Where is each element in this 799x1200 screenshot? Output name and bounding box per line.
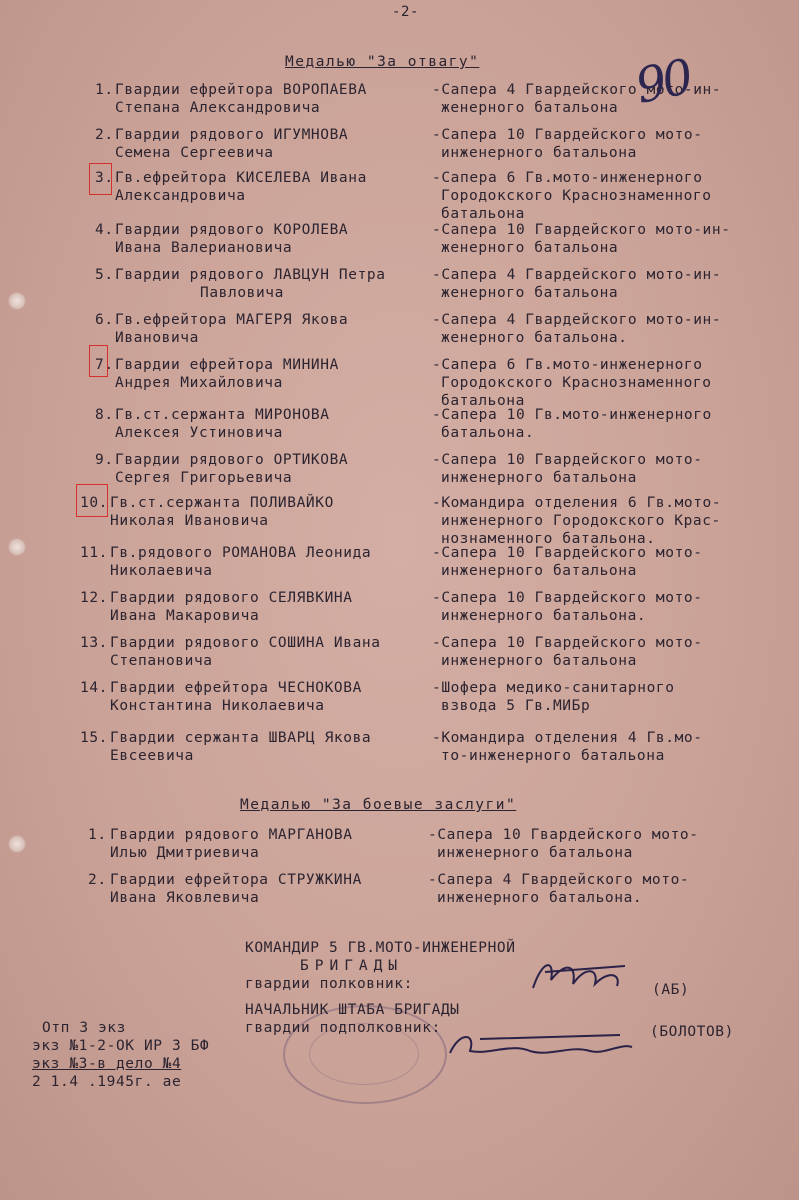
punch-hole <box>8 538 26 556</box>
commander-rank: гвардии полковник: <box>245 976 413 992</box>
recipient-name-line2: Ивана Валериановича <box>115 240 293 256</box>
recipient-name-line2: Ивана Макаровича <box>110 608 260 624</box>
recipient-name-line1: Гвардии рядового ЛАВЦУН Петра <box>115 267 386 283</box>
recipient-unit-line1: -Сапера 10 Гвардейского мото- <box>432 452 703 468</box>
recipient-unit-line2: инженерного батальона <box>441 563 637 579</box>
item-number: 1. <box>95 82 114 98</box>
item-number: 10. <box>80 495 108 511</box>
item-number: 9. <box>95 452 114 468</box>
highlight-box <box>89 345 108 377</box>
footer-line4: 2 1.4 .1945г. ае <box>32 1074 182 1090</box>
recipient-name-line1: Гвардии рядового СОШИНА Ивана <box>110 635 381 651</box>
recipient-name-line1: Гв.ефрейтора КИСЕЛЕВА Ивана <box>115 170 367 186</box>
section-heading-bravery: Медалью "За отвагу" <box>285 54 480 70</box>
recipient-name-line1: Гв.ст.сержанта ПОЛИВАЙКО <box>110 495 334 511</box>
recipient-name-line1: Гвардии ефрейтора ВОРОПАЕВА <box>115 82 367 98</box>
chief-rank: гвардии подполковник: <box>245 1020 441 1036</box>
recipient-unit-line3: батальона <box>441 393 525 409</box>
recipient-unit-line2: батальона. <box>441 425 535 441</box>
item-number: 1. <box>88 827 107 843</box>
item-number: 6. <box>95 312 114 328</box>
item-number: 13. <box>80 635 108 651</box>
footer-line2: экз №1-2-ОК ИР 3 БФ <box>32 1038 210 1054</box>
recipient-name-line2: Илью Дмитриевича <box>110 845 260 861</box>
recipient-name-line2: Степановича <box>110 653 213 669</box>
recipient-unit-line2: взвода 5 Гв.МИБр <box>441 698 591 714</box>
footer-line1: Отп 3 экз <box>42 1020 126 1036</box>
recipient-name-line1: Гвардии рядового ОРТИКОВА <box>115 452 349 468</box>
recipient-name-line2: Николая Ивановича <box>110 513 269 529</box>
recipient-unit-line3: батальона <box>441 206 525 222</box>
page-number: -2- <box>392 4 420 20</box>
recipient-name-line2: Алексея Устиновича <box>115 425 283 441</box>
recipient-unit-line1: -Сапера 4 Гвардейского мото-ин- <box>432 82 722 98</box>
recipient-name-line2: Ивановича <box>115 330 199 346</box>
recipient-unit-line1: -Сапера 10 Гвардейского мото- <box>428 827 699 843</box>
section-heading-merit: Медалью "За боевые заслуги" <box>240 797 517 813</box>
recipient-name-line2: Николаевича <box>110 563 213 579</box>
recipient-name-line1: Гвардии рядового КОРОЛЕВА <box>115 222 349 238</box>
recipient-unit-line1: -Шофера медико-санитарного <box>432 680 675 696</box>
item-number: 2. <box>88 872 107 888</box>
recipient-unit-line1: -Сапера 4 Гвардейского мото-ин- <box>432 312 722 328</box>
recipient-name-line2: Сергея Григорьевича <box>115 470 293 486</box>
recipient-name-line2: Ивана Яковлевича <box>110 890 260 906</box>
recipient-name-line1: Гвардии рядового СЕЛЯВКИНА <box>110 590 353 606</box>
recipient-unit-line2: инженерного батальона <box>437 845 633 861</box>
recipient-unit-line1: -Сапера 4 Гвардейского мото-ин- <box>432 267 722 283</box>
recipient-name-line1: Гвардии ефрейтора МИНИНА <box>115 357 339 373</box>
recipient-name-line1: Гвардии рядового МАРГАНОВА <box>110 827 353 843</box>
recipient-unit-line2: то-инженерного батальона <box>441 748 665 764</box>
item-number: 12. <box>80 590 108 606</box>
recipient-unit-line2: инженерного батальона. <box>441 608 647 624</box>
recipient-name-line1: Гвардии рядового ИГУМНОВА <box>115 127 349 143</box>
recipient-unit-line1: -Сапера 10 Гв.мото-инженерного <box>432 407 712 423</box>
recipient-unit-line2: инженерного батальона <box>441 145 637 161</box>
punch-hole <box>8 292 26 310</box>
recipient-unit-line1: -Сапера 6 Гв.мото-инженерного <box>432 170 703 186</box>
recipient-unit-line2: инженерного батальона. <box>437 890 643 906</box>
recipient-unit-line1: -Сапера 4 Гвардейского мото- <box>428 872 690 888</box>
recipient-unit-line1: -Сапера 10 Гвардейского мото- <box>432 635 703 651</box>
highlight-box <box>89 163 112 195</box>
recipient-unit-line2: Городокского Краснознаменного <box>441 375 712 391</box>
recipient-unit-line2: женерного батальона. <box>441 330 628 346</box>
recipient-name-line2: Андрея Михайловича <box>115 375 283 391</box>
chief-signature <box>440 1025 640 1070</box>
item-number: 3. <box>95 170 114 186</box>
recipient-name-line1: Гв.рядового РОМАНОВА Леонида <box>110 545 372 561</box>
item-number: 14. <box>80 680 108 696</box>
recipient-name-line1: Гв.ст.сержанта МИРОНОВА <box>115 407 330 423</box>
recipient-unit-line2: женерного батальона <box>441 240 619 256</box>
recipient-name-line2: Евсеевича <box>110 748 194 764</box>
recipient-unit-line1: -Командира отделения 4 Гв.мо- <box>432 730 703 746</box>
commander-name: (АБ) <box>652 982 690 998</box>
footer-line3: экз №3-в дело №4 <box>32 1056 182 1072</box>
item-number: 2. <box>95 127 114 143</box>
recipient-unit-line2: женерного батальона <box>441 285 619 301</box>
recipient-unit-line1: -Сапера 10 Гвардейского мото- <box>432 590 703 606</box>
commander-title-line1: КОМАНДИР 5 ГВ.МОТО-ИНЖЕНЕРНОЙ <box>245 940 516 956</box>
recipient-name-line1: Гвардии сержанта ШВАРЦ Якова <box>110 730 372 746</box>
recipient-unit-line1: -Сапера 10 Гвардейского мото- <box>432 127 703 143</box>
commander-signature <box>525 950 645 1000</box>
item-number: 15. <box>80 730 108 746</box>
recipient-name-line1: Гв.ефрейтора МАГЕРЯ Якова <box>115 312 349 328</box>
recipient-name-line1: Гвардии ефрейтора СТРУЖКИНА <box>110 872 362 888</box>
recipient-name-line2: Павловича <box>200 285 284 301</box>
recipient-unit-line3: нознаменного батальона. <box>441 531 656 547</box>
item-number: 8. <box>95 407 114 423</box>
recipient-unit-line1: -Сапера 6 Гв.мото-инженерного <box>432 357 703 373</box>
recipient-name-line2: Степана Александровича <box>115 100 321 116</box>
chief-title: НАЧАЛЬНИК ШТАБА БРИГАДЫ <box>245 1002 460 1018</box>
recipient-name-line2: Константина Николаевича <box>110 698 325 714</box>
recipient-unit-line2: инженерного батальона <box>441 653 637 669</box>
recipient-name-line1: Гвардии ефрейтора ЧЕСНОКОВА <box>110 680 362 696</box>
recipient-name-line2: Семена Сергеевича <box>115 145 274 161</box>
highlight-box <box>76 484 108 517</box>
recipient-unit-line2: женерного батальона <box>441 100 619 116</box>
recipient-name-line2: Александровича <box>115 188 246 204</box>
item-number: 11. <box>80 545 108 561</box>
recipient-unit-line1: -Сапера 10 Гвардейского мото-ин- <box>432 222 731 238</box>
item-number: 7. <box>95 357 114 373</box>
recipient-unit-line2: инженерного батальона <box>441 470 637 486</box>
commander-title-line2: БРИГАДЫ <box>300 958 404 974</box>
recipient-unit-line1: -Командира отделения 6 Гв.мото- <box>432 495 722 511</box>
handwritten-number: 90 <box>630 49 695 115</box>
item-number: 4. <box>95 222 114 238</box>
recipient-unit-line2: инженерного Городокского Крас- <box>441 513 721 529</box>
item-number: 5. <box>95 267 114 283</box>
recipient-unit-line2: Городокского Краснознаменного <box>441 188 712 204</box>
chief-name: (БОЛОТОВ) <box>650 1024 734 1040</box>
recipient-unit-line1: -Сапера 10 Гвардейского мото- <box>432 545 703 561</box>
punch-hole <box>8 835 26 853</box>
